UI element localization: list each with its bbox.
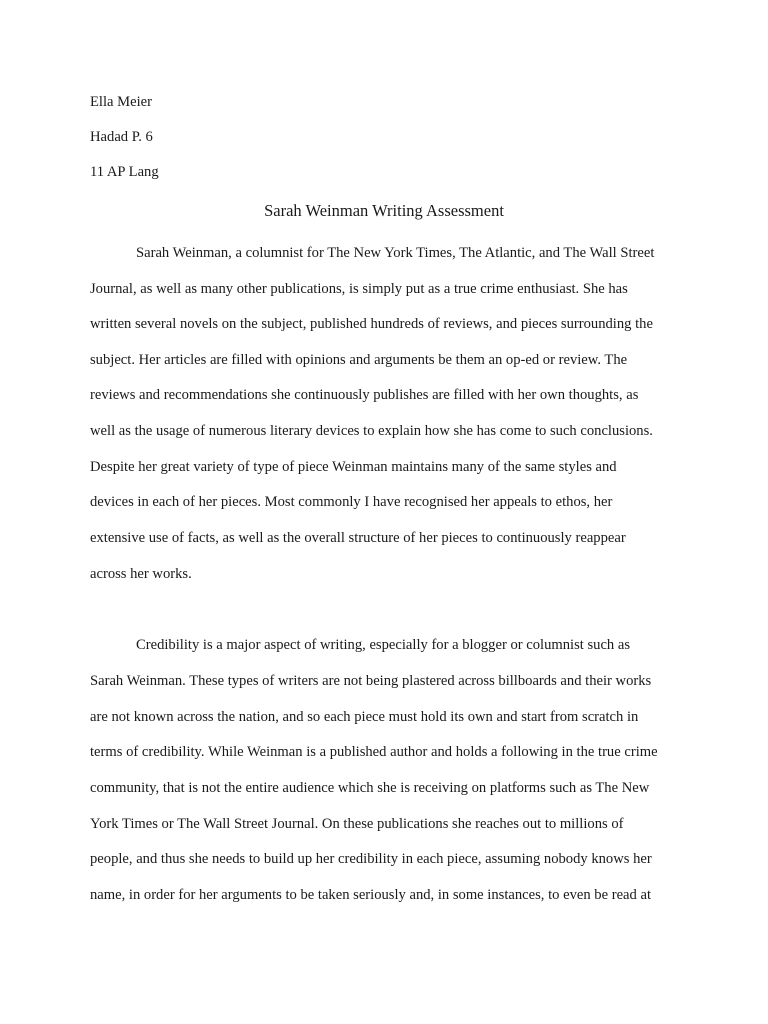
paragraph-line: devices in each of her pieces. Most commonly I have recognised her appeals to ethos, her bbox=[90, 494, 613, 510]
paragraph-line: extensive use of facts, as well as the overall structure of her pieces to continuously reappear bbox=[90, 530, 626, 546]
student-name: Ella Meier bbox=[90, 94, 152, 110]
paragraph-line: subject. Her articles are filled with opinions and arguments be them an op-ed or review. The bbox=[90, 352, 628, 368]
paragraph-line: York Times or The Wall Street Journal. On these publications she reaches out to millions of bbox=[90, 816, 624, 832]
paragraph-line: written several novels on the subject, published hundreds of reviews, and pieces surrounding the bbox=[90, 316, 653, 332]
paragraph-line: well as the usage of numerous literary devices to explain how she has come to such conclusions. bbox=[90, 423, 653, 439]
paragraph-line: Journal, as well as many other publications, is simply put as a true crime enthusiast. She has bbox=[90, 281, 628, 297]
course-name: 11 AP Lang bbox=[90, 164, 159, 180]
paragraph-line: community, that is not the entire audience which she is receiving on platforms such as The New bbox=[90, 780, 650, 796]
paragraph-line: Sarah Weinman, a columnist for The New York Times, The Atlantic, and The Wall Street bbox=[136, 245, 655, 261]
paragraph-line: people, and thus she needs to build up her credibility in each piece, assuming nobody knows her bbox=[90, 851, 652, 867]
paragraph-line: name, in order for her arguments to be taken seriously and, in some instances, to even be read at bbox=[90, 887, 652, 903]
document-title: Sarah Weinman Writing Assessment bbox=[264, 201, 504, 220]
paragraph-line: Credibility is a major aspect of writing, especially for a blogger or columnist such as bbox=[136, 637, 631, 653]
paragraph-line: Despite her great variety of type of piece Weinman maintains many of the same styles and bbox=[90, 459, 617, 475]
paragraph-line: reviews and recommendations she continuously publishes are filled with her own thoughts, as bbox=[90, 387, 639, 403]
paragraph-line: are not known across the nation, and so each piece must hold its own and start from scratch in bbox=[90, 709, 639, 725]
paragraph-line: terms of credibility. While Weinman is a published author and holds a following in the true crime bbox=[90, 744, 658, 760]
paragraph-line: across her works. bbox=[90, 566, 192, 582]
teacher-period: Hadad P. 6 bbox=[90, 129, 153, 145]
paragraph-line: Sarah Weinman. These types of writers are not being plastered across billboards and their works bbox=[90, 673, 652, 689]
